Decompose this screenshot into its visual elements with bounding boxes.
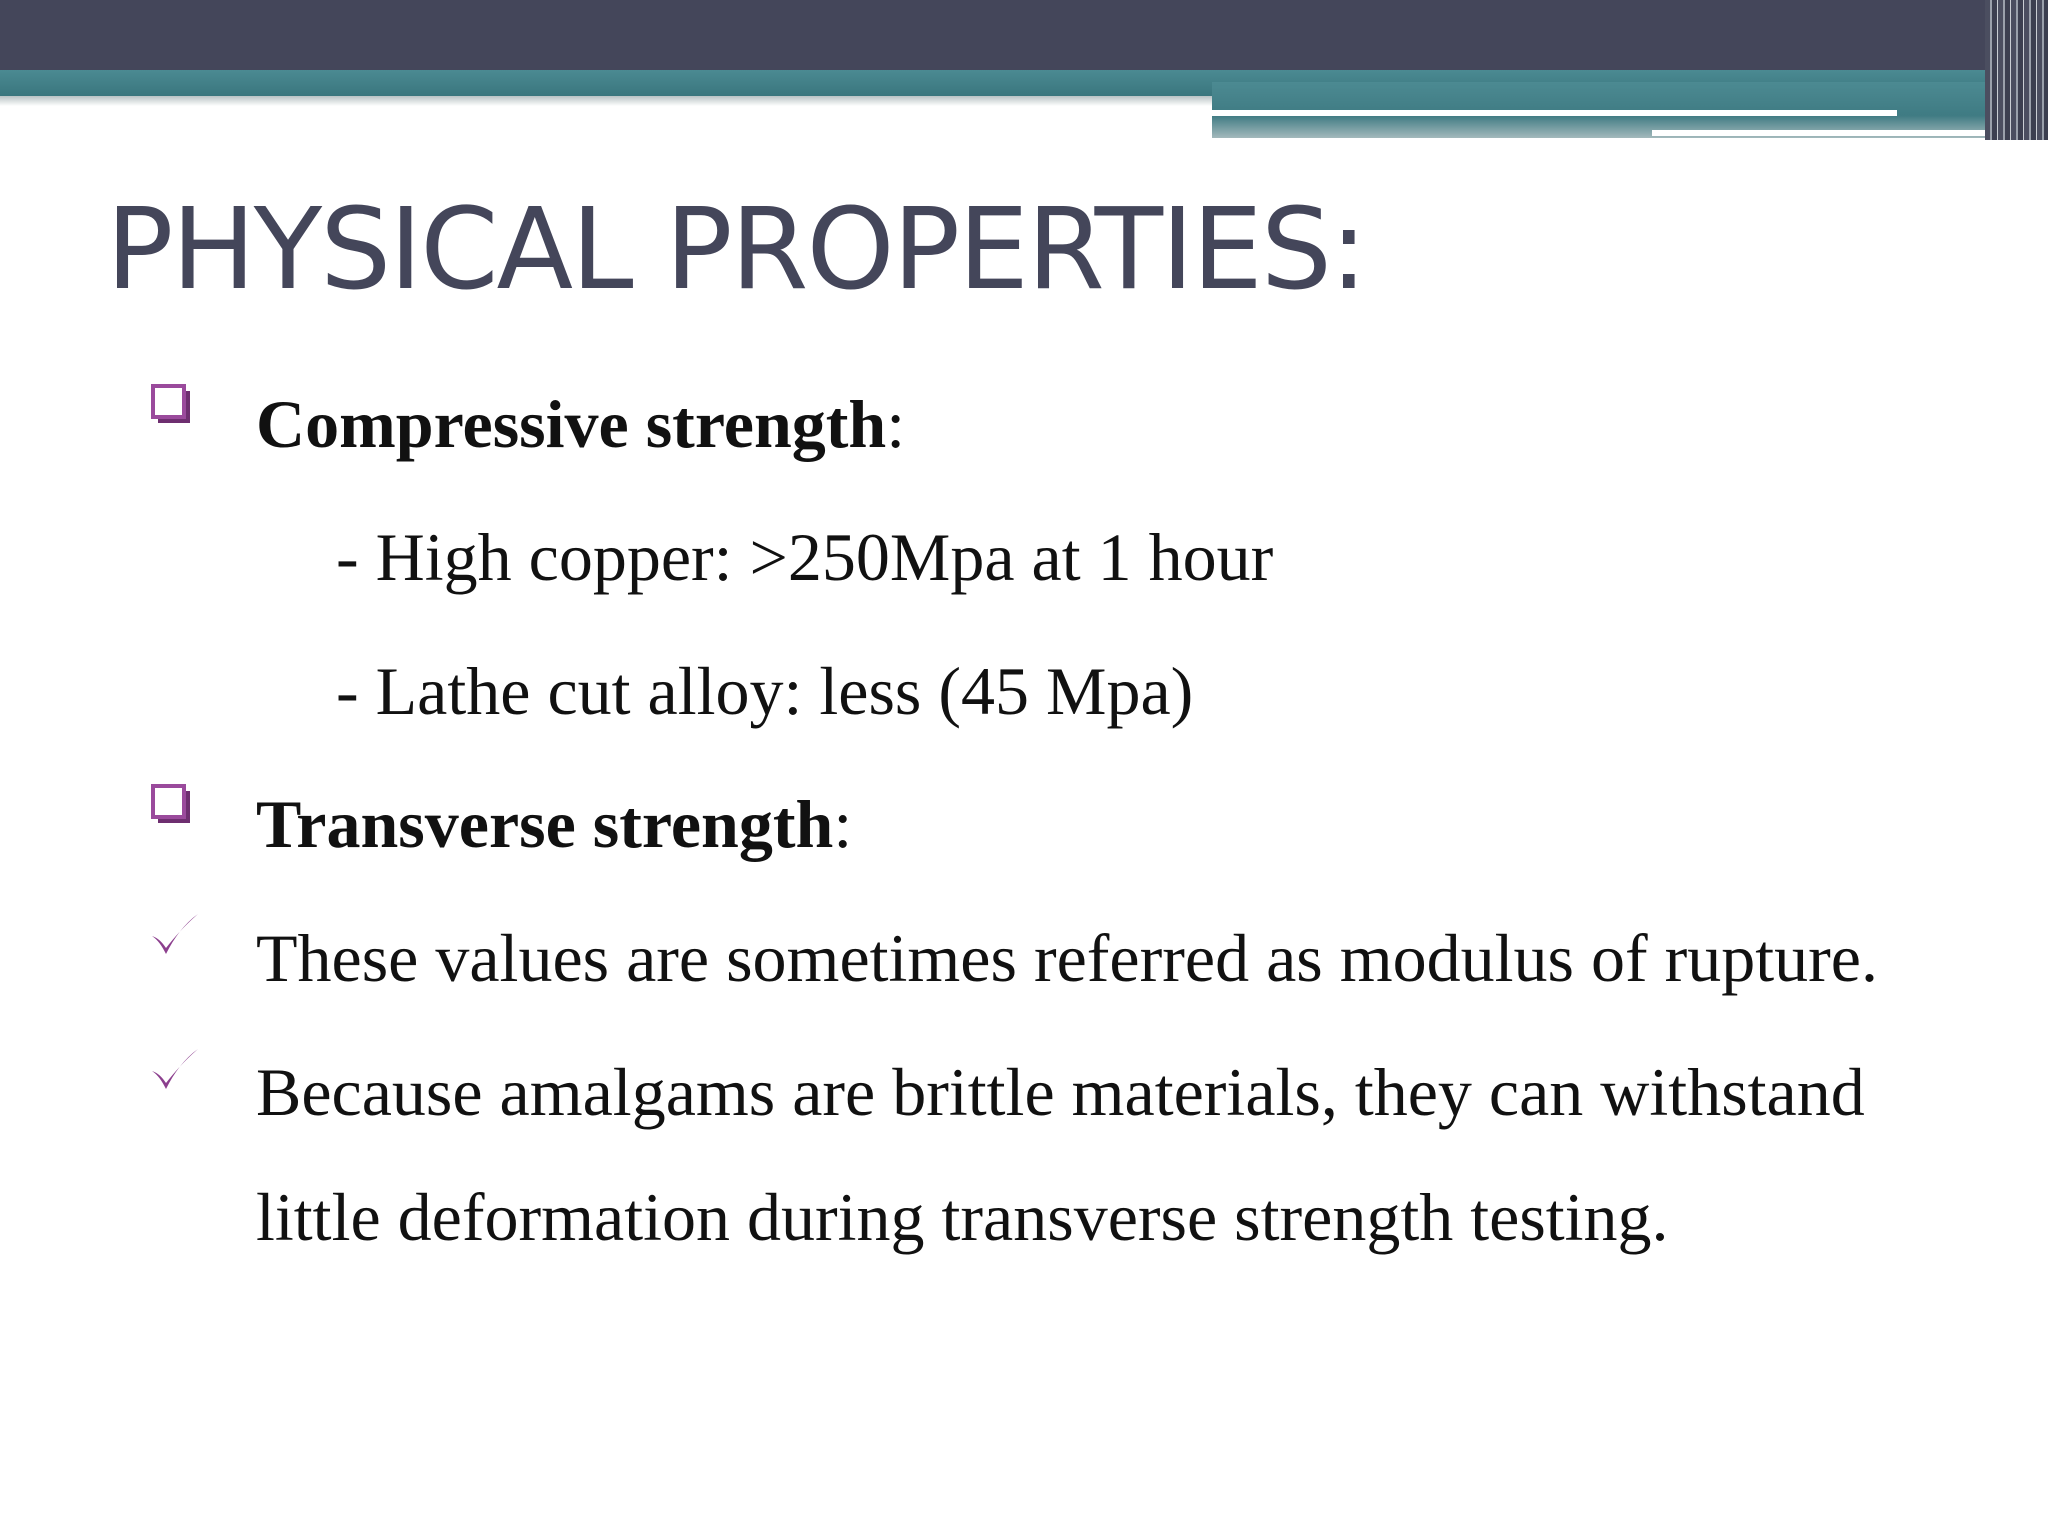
square-bullet-icon xyxy=(151,784,191,824)
header-stripes xyxy=(1985,0,2048,140)
list-item xyxy=(256,784,852,864)
list-item xyxy=(256,384,905,464)
header-divider-line xyxy=(1212,110,1897,116)
slide-title: PHYSICAL PROPERTIES: xyxy=(106,185,1366,315)
list-item: - High copper: >250Mpa at 1 hour xyxy=(336,519,1274,595)
list-item: These values are sometimes referred as modulus of rupture. xyxy=(256,920,1878,996)
header-shadow xyxy=(0,96,1212,106)
item-heading: Compressive strength xyxy=(256,386,887,462)
list-item: Because amalgams are brittle materials, they can withstand xyxy=(256,1054,1865,1130)
item-suffix: : xyxy=(833,786,853,862)
header-band xyxy=(0,0,2048,70)
header-divider-line xyxy=(1652,130,2008,136)
checkmark-icon xyxy=(148,1045,200,1097)
list-item: little deformation during transverse strength testing. xyxy=(256,1179,1669,1255)
checkmark-icon xyxy=(148,910,200,962)
item-suffix: : xyxy=(886,386,906,462)
list-item: - Lathe cut alloy: less (45 Mpa) xyxy=(336,653,1194,729)
square-bullet-icon xyxy=(151,384,191,424)
item-heading: Transverse strength xyxy=(256,786,834,862)
